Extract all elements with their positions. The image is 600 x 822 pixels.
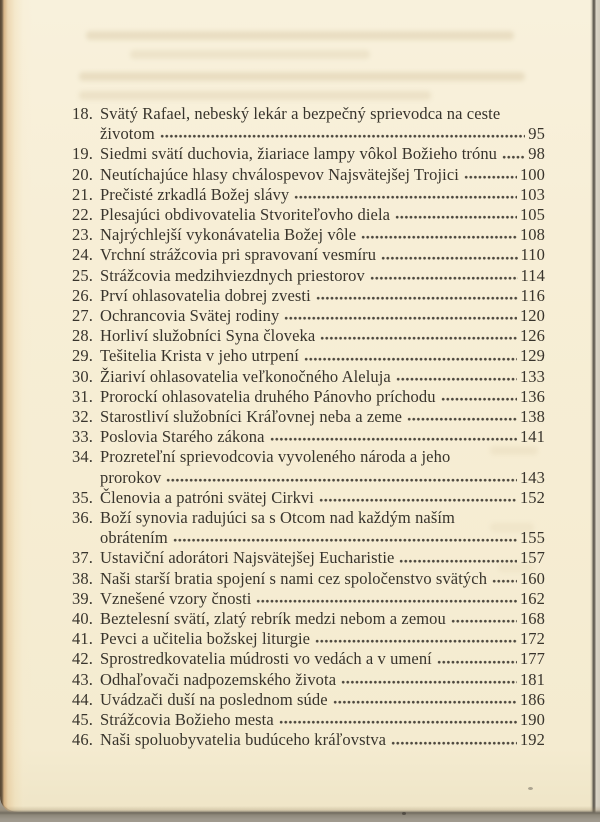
toc-entry-number: 36.	[72, 508, 93, 528]
toc-entry-number: 41.	[72, 629, 93, 649]
toc-entry-title-continued: životom	[100, 124, 155, 144]
toc-entry-title: Poslovia Starého zákona	[100, 427, 265, 447]
bleedthrough-text-line	[79, 91, 431, 100]
dot-leader	[361, 225, 517, 245]
dot-leader	[256, 589, 516, 609]
toc-entry-title: Naši starší bratia spojení s nami cez spoločenstvo svätých	[100, 568, 488, 588]
toc-entry-number: 25.	[72, 265, 93, 285]
toc-entry-page: 186	[519, 689, 545, 709]
toc-entry-continuation	[72, 468, 545, 488]
toc-entry-page: 103	[519, 184, 545, 204]
toc-entry-page: 157	[519, 548, 545, 568]
toc-entry-title: Svätý Rafael, nebeský lekár a bezpečný sprievodca na ceste	[100, 104, 501, 123]
toc-entry	[72, 326, 545, 346]
toc-entry-number: 24.	[72, 245, 93, 265]
toc-entry-number: 40.	[72, 609, 93, 629]
dot-leader	[333, 690, 517, 710]
toc-entry-page: 162	[519, 588, 545, 608]
toc-entry-page: 110	[520, 245, 545, 265]
toc-entry-number: 39.	[72, 588, 93, 608]
toc-entry-number: 30.	[72, 366, 93, 386]
toc-entry	[72, 690, 545, 710]
toc-entry	[72, 387, 545, 407]
toc-entry-page: 116	[520, 285, 545, 305]
toc-entry	[72, 447, 545, 467]
toc-entry	[72, 144, 545, 164]
dot-leader	[407, 407, 517, 427]
dot-leader	[270, 427, 517, 447]
dot-leader	[315, 629, 517, 649]
toc-entry-continuation	[72, 528, 545, 548]
page-edge-right	[590, 0, 600, 814]
scan-speck	[402, 812, 406, 815]
toc-entry-number: 37.	[72, 548, 93, 568]
toc-entry	[72, 185, 545, 205]
toc-entry-page: 141	[519, 427, 545, 447]
toc-entry-number: 19.	[72, 144, 93, 164]
toc-entry-title: Tešitelia Krista v jeho utrpení	[100, 346, 299, 366]
toc-entry-page: 168	[519, 609, 545, 629]
dot-leader	[294, 185, 517, 205]
toc-entry-number: 44.	[72, 689, 93, 709]
toc-entry	[72, 649, 545, 669]
toc-entry-page: 108	[519, 225, 545, 245]
toc-entry-title: Prví ohlasovatelia dobrej zvesti	[100, 285, 311, 305]
toc-entry-number: 23.	[72, 225, 93, 245]
toc-entry-continuation	[72, 124, 545, 144]
toc-entry	[72, 286, 545, 306]
toc-entry-title: Starostliví služobníci Kráľovnej neba a zeme	[100, 407, 403, 427]
toc-entry-number: 27.	[72, 306, 93, 326]
toc-entry-number: 35.	[72, 487, 93, 507]
toc-entry-title: Vrchní strážcovia pri spravovaní vesmíru	[100, 245, 377, 265]
toc-entry-page: 152	[519, 487, 545, 507]
toc-entry-page: 181	[519, 669, 545, 689]
toc-entry-number: 42.	[72, 649, 93, 669]
dot-leader	[316, 286, 518, 306]
toc-entry-title: Žiariví ohlasovatelia veľkonočného Aleluja	[100, 366, 391, 386]
toc-entry-number: 38.	[72, 568, 93, 588]
toc-entry	[72, 670, 545, 690]
toc-entry	[72, 367, 545, 387]
dot-leader	[341, 670, 517, 690]
toc-entry	[72, 165, 545, 185]
toc-entry-title: Sprostredkovatelia múdrosti vo vedách a v umení	[100, 649, 432, 669]
toc-entry-title: Naši spoluobyvatelia budúceho kráľovstva	[100, 730, 387, 750]
dot-leader	[304, 346, 517, 366]
bleedthrough-text-line	[86, 31, 514, 40]
toc-entry-title: Beztelesní svätí, zlatý rebrík medzi nebom a zemou	[100, 609, 446, 629]
toc-entry	[72, 548, 545, 568]
toc-entry-title: Najrýchlejší vykonávatelia Božej vôle	[100, 225, 357, 245]
toc-entry-page: 190	[519, 710, 545, 730]
dot-leader	[502, 144, 525, 164]
toc-entry	[72, 266, 545, 286]
toc-entry-title: Siedmi svätí duchovia, žiariace lampy vôkol Božieho trónu	[100, 144, 498, 164]
toc-entry-number: 26.	[72, 285, 93, 305]
toc-entry	[72, 306, 545, 326]
dot-leader	[396, 367, 517, 387]
dot-leader	[160, 124, 526, 144]
toc-entry-number: 21.	[72, 184, 93, 204]
toc-entry	[72, 407, 545, 427]
dot-leader	[166, 468, 517, 488]
toc-entry-number: 46.	[72, 730, 93, 750]
toc-entry	[72, 609, 545, 629]
toc-entry-number: 20.	[72, 164, 93, 184]
toc-entry	[72, 569, 545, 589]
toc-entry-page: 126	[519, 326, 545, 346]
toc-entry	[72, 488, 545, 508]
dot-leader	[381, 245, 517, 265]
scan-speck	[528, 787, 533, 790]
toc-entry	[72, 589, 545, 609]
toc-entry-number: 22.	[72, 205, 93, 225]
toc-entry-title-continued: obrátením	[100, 528, 168, 548]
toc-list	[0, 104, 600, 751]
toc-entry	[72, 245, 545, 265]
dot-leader	[399, 548, 517, 568]
dot-leader	[319, 488, 517, 508]
toc-entry-title: Ustaviční adorátori Najsvätejšej Eucharistie	[100, 548, 395, 568]
toc-entry-title: Strážcovia Božieho mesta	[100, 710, 274, 730]
toc-entry-title: Strážcovia medzihviezdnych priestorov	[100, 265, 365, 285]
dot-leader	[492, 569, 517, 589]
toc-entry-number: 45.	[72, 710, 93, 730]
toc-entry-page: 105	[519, 205, 545, 225]
dot-leader	[173, 528, 517, 548]
toc-entry-page: 160	[519, 568, 545, 588]
toc-entry	[72, 205, 545, 225]
toc-entry-number: 43.	[72, 669, 93, 689]
toc-entry-page: 114	[520, 265, 545, 285]
toc-entry-title: Ochrancovia Svätej rodiny	[100, 306, 280, 326]
bleedthrough-text-line	[130, 50, 370, 59]
toc-entry	[72, 508, 545, 528]
dot-leader	[441, 387, 517, 407]
toc-entry-page: 98	[528, 144, 545, 164]
toc-entry-page: 100	[519, 164, 545, 184]
dot-leader	[391, 730, 517, 750]
toc-entry-number: 33.	[72, 427, 93, 447]
toc-entry-title: Uvádzači duší na poslednom súde	[100, 689, 328, 709]
toc-entry	[72, 427, 545, 447]
toc-entry-page: 143	[519, 467, 545, 487]
dot-leader	[451, 609, 517, 629]
toc-entry-page: 129	[519, 346, 545, 366]
toc-entry-title: Prečisté zrkadlá Božej slávy	[100, 184, 290, 204]
toc-entry-title: Členovia a patróni svätej Cirkvi	[100, 487, 314, 507]
toc-entry-title: Horliví služobníci Syna človeka	[100, 326, 316, 346]
toc-entry-page: 192	[519, 730, 545, 750]
toc-entry-title: Odhaľovači nadpozemského života	[100, 669, 337, 689]
toc-entry	[72, 710, 545, 730]
toc-entry	[72, 730, 545, 750]
toc-entry-page: 177	[519, 649, 545, 669]
toc-entry-page: 155	[519, 528, 545, 548]
toc-entry	[72, 104, 545, 124]
dot-leader	[284, 306, 517, 326]
toc-entry-number: 34.	[72, 447, 93, 467]
toc-entry-title-continued: prorokov	[100, 467, 162, 487]
toc-entry-page: 172	[519, 629, 545, 649]
book-edge-bottom	[0, 806, 600, 822]
toc-entry-title: Pevci a učitelia božskej liturgie	[100, 629, 311, 649]
dot-leader	[370, 266, 518, 286]
toc-entry-title: Boží synovia radujúci sa s Otcom nad každým naším	[100, 508, 455, 528]
toc-entry-number: 28.	[72, 326, 93, 346]
toc-entry-number: 18.	[72, 104, 93, 123]
toc-entry	[72, 346, 545, 366]
dot-leader	[464, 165, 517, 185]
toc-entry-title: Vznešené vzory čnosti	[100, 588, 252, 608]
toc-entry-page: 95	[528, 124, 545, 144]
toc-entry-number: 29.	[72, 346, 93, 366]
toc-entry-page: 136	[519, 386, 545, 406]
toc-entry	[72, 225, 545, 245]
toc-entry-title: Neutíchajúce hlasy chválospevov Najsvätejšej Trojici	[100, 164, 459, 184]
binding-shadow	[0, 0, 32, 814]
bleedthrough-text-line	[79, 72, 525, 81]
dot-leader	[320, 326, 517, 346]
toc-entry	[72, 629, 545, 649]
dot-leader	[395, 205, 517, 225]
toc-entry-title: Prorockí ohlasovatelia druhého Pánovho príchodu	[100, 386, 436, 406]
dot-leader	[279, 710, 517, 730]
toc-entry-page: 120	[519, 306, 545, 326]
toc-entry-title: Prozreteľní sprievodcovia vyvoleného národa a jeho	[100, 447, 451, 467]
toc-entry-number: 32.	[72, 407, 93, 427]
toc-entry-page: 138	[519, 407, 545, 427]
toc-entry-page: 133	[519, 366, 545, 386]
toc-entry-title: Plesajúci obdivovatelia Stvoriteľovho diela	[100, 205, 391, 225]
dot-leader	[437, 649, 517, 669]
toc-entry-number: 31.	[72, 386, 93, 406]
